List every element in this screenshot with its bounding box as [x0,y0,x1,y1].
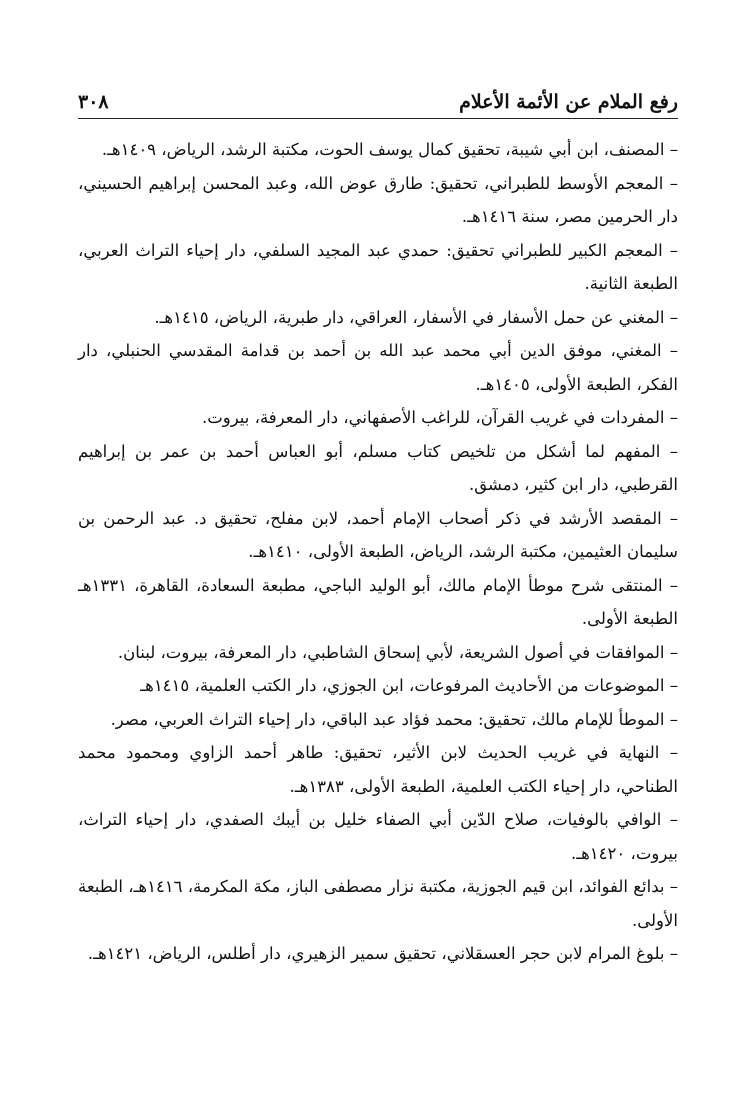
bibliography-entry: – النهاية في غريب الحديث لابن الأثير، تحقيق: طاهر أحمد الزاوي ومحمود محمد الطناحي، دار إحياء الكتب العلمية، الطبعة الأولى، ١٣٨٣هـ. [78,743,678,796]
bibliography-entry: – المعجم الكبير للطبراني تحقيق: حمدي عبد المجيد السلفي، دار إحياء التراث العربي، الطبعة الثانية. [78,240,678,293]
bibliography-entry: – المعجم الأوسط للطبراني، تحقيق: طارق عوض الله، وعبد المحسن إبراهيم الحسيني، دار الحرمين مصر، سنة ١٤١٦هـ. [78,173,678,226]
bibliography-entry: – المغني، موفق الدين أبي محمد عبد الله بن أحمد بن قدامة المقدسي الحنبلي، دار الفكر، الطبعة الأولى، ١٤٠٥هـ. [78,341,678,394]
bibliography-entry: – بلوغ المرام لابن حجر العسقلاني، تحقيق سمير الزهيري، دار أطلس، الرياض، ١٤٢١هـ. [87,944,678,963]
bibliography-entry: – المفردات في غريب القرآن، للراغب الأصفهاني، دار المعرفة، بيروت. [201,408,678,427]
page-number: ٣٠٨ [78,91,109,113]
running-header [78,78,678,119]
bibliography-entry: – المفهم لما أشكل من تلخيص كتاب مسلم، أبو العباس أحمد بن عمر بن إبراهيم القرطبي، دار ابن كثير، دمشق. [78,441,678,494]
bibliography-entry: – الموافقات في أصول الشريعة، لأبي إسحاق الشاطبي، دار المعرفة، بيروت، لبنان. [117,642,678,662]
bibliography-entry: – المصنف، ابن أبي شيبة، تحقيق كمال يوسف الحوت، مكتبة الرشد، الرياض، ١٤٠٩هـ. [101,140,678,159]
bibliography-entry: – المغني عن حمل الأسفار في الأسفار، العراقي، دار طبرية، الرياض، ١٤١٥هـ. [154,307,678,327]
bibliography-entry: – الوافي بالوفيات، صلاح الدّين أبي الصفاء خليل بن أيبك الصفدي، دار إحياء التراث، بيروت، ١٤٢٠هـ. [78,810,678,863]
bibliography-entry: – الموطأ للإمام مالك، تحقيق: محمد فؤاد عبد الباقي، دار إحياء التراث العربي، مصر. [110,709,678,729]
book-page [78,78,678,1058]
bibliography-entry: – المقصد الأرشد في ذكر أصحاب الإمام أحمد، لابن مفلح، تحقيق د. عبد الرحمن بن سليمان العثيمين، مكتبة الرشد، الرياض، الطبعة الأولى، ١٤١٠هـ. [78,508,678,561]
bibliography-list [78,133,678,971]
bibliography-entry: – المنتقى شرح موطأ الإمام مالك، أبو الوليد الباجي، مطبعة السعادة، القاهرة، ١٣٣١هـ الطبعة الأولى. [78,575,678,628]
running-title: رفع الملام عن الأئمة الأعلام [459,91,678,113]
bibliography-entry: – بدائع الفوائد، ابن قيم الجوزية، مكتبة نزار مصطفى الباز، مكة المكرمة، ١٤١٦هـ، الطبعة الأولى. [78,877,678,930]
bibliography-entry: – الموضوعات من الأحاديث المرفوعات، ابن الجوزي، دار الكتب العلمية، ١٤١٥هـ [140,676,678,695]
